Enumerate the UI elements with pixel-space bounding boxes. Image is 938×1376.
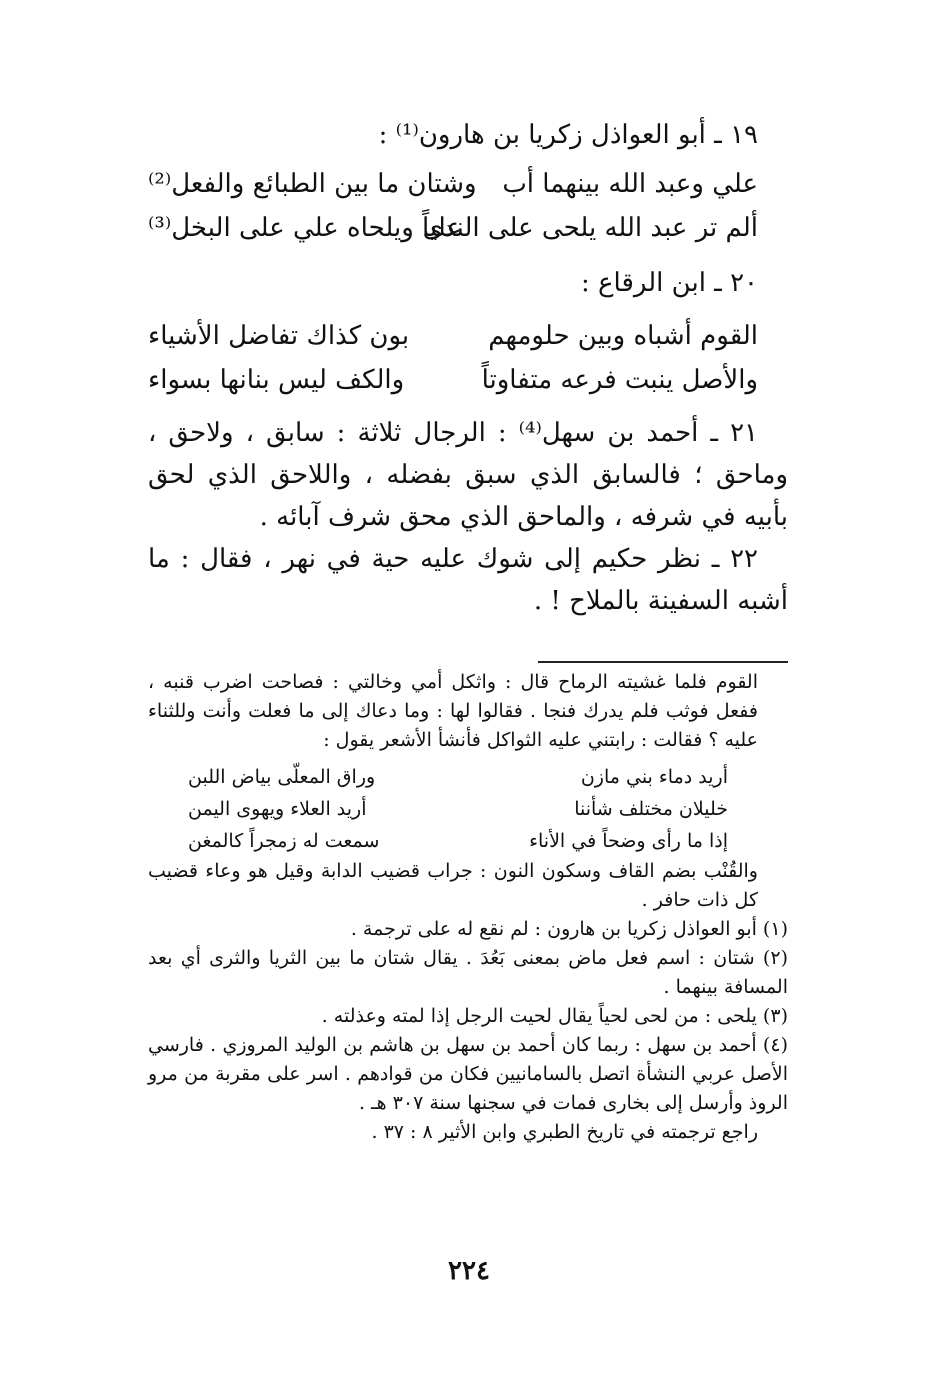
note-verse-line	[148, 761, 788, 793]
footnote-gloss: والقُنْب بضم القاف وسكون النون : جراب قضيب الدابة وقيل هو وعاء قضيب كل ذات حافر .	[148, 860, 758, 911]
verse-second-hemistich: والكف ليس بنانها بسواء	[148, 365, 405, 395]
footnote-4-reference	[148, 1118, 788, 1147]
verse-second-hemistich: سمعت له زمجراً كالمغن	[188, 830, 380, 852]
footnote-4-reference-text: راجع ترجمته في تاريخ الطبري وابن الأثير ٨ : ٣٧ .	[371, 1121, 758, 1143]
verse-first-hemistich: والأصل ينبت فرعه متفاوتاً	[481, 365, 758, 395]
footnotes	[148, 668, 788, 1147]
footnote-4: (٤) أحمد بن سهل : ربما كان أحمد بن سهل بن هاشم بن الوليد المروزي . فارسي الأصل عربي النشأة اتصل بالسامانيين فكان من قوادهم . اسر على مقربة من مرو الروذ وأرسل إلى بخارى فمات في سجنها سنة ٣٠٧ هـ .	[148, 1034, 788, 1114]
verse-first-hemistich: علي وعبد الله بينهما أب	[502, 169, 758, 199]
verse-line	[148, 314, 788, 358]
entry-19-heading: ١٩ ـ أبو العواذل زكريا بن هارون⁽¹⁾ :	[378, 120, 758, 150]
verse-first-hemistich: القوم أشباه وبين حلومهم	[488, 321, 758, 351]
footnote-3: (٣) يلحى : من لحى لحياً يقال لحيت الرجل إذا لمته وعذلته .	[321, 1005, 788, 1027]
verse-first-hemistich: خليلان مختلف شأننا	[574, 798, 728, 820]
verse-second-hemistich: وشتان ما بين الطبائع والفعل⁽²⁾	[148, 169, 477, 199]
verse-second-hemistich: وراق المعلّى بياض اللبن	[188, 766, 376, 788]
footnote-separator	[538, 661, 788, 663]
verse-second-hemistich: علياً ويلحاه علي على البخل⁽³⁾	[148, 213, 462, 243]
footnote-1: (١) أبو العواذل زكريا بن هارون : لم نقع له على ترجمة .	[350, 918, 788, 940]
verse-line	[148, 162, 788, 206]
entry-21-paragraph: ٢١ ـ أحمد بن سهل⁽⁴⁾ : الرجال ثلاثة : سابق ، ولاحق ، وماحق ؛ فالسابق الذي سبق بفضله ، واللاحق الذي لحق بأبيه في شرفه ، والماحق الذي محق شرف آبائه .	[148, 418, 788, 532]
entry-22-paragraph: ٢٢ ـ نظر حكيم إلى شوك عليه حية في نهر ، فقال : ما أشبه السفينة بالملاح ! .	[148, 544, 788, 616]
note-verse-line	[148, 793, 788, 825]
footnote-continuation: القوم فلما غشيته الرماح قال : واثكل أمي وخالتي : فصاحت اضرب قنبه ، ففعل فوثب فلم يدرك فنجا . فقالوا لها : وما دعاك إلى ما فعلت وأنت وللثناء عليه ؟ فقالت : رابتني عليه الثواكل فأنشأ الأشعر يقول :	[148, 671, 758, 751]
verse-line	[148, 206, 788, 250]
verse-second-hemistich: بون كذاك تفاضل الأشياء	[148, 321, 410, 351]
page-number: ٢٢٤	[448, 1256, 490, 1286]
verse-second-hemistich: أريد العلاء ويهوى اليمن	[188, 798, 367, 820]
footnote-2: (٢) شتان : اسم فعل ماض بمعنى بَعُدَ . يقال شتان ما بين الثريا والثرى أي بعد المسافة بينهما .	[148, 947, 788, 998]
verse-first-hemistich: أريد دماء بني مازن	[580, 766, 728, 788]
main-text	[148, 108, 788, 622]
verse-first-hemistich: إذا ما رأى وضحاً في الأناء	[529, 830, 728, 852]
entry-20-heading: ٢٠ ـ ابن الرقاع :	[581, 268, 758, 298]
verse-first-hemistich: ألم تر عبد الله يلحى على الندى	[422, 213, 758, 243]
note-verse-line	[148, 825, 788, 857]
verse-line	[148, 358, 788, 402]
